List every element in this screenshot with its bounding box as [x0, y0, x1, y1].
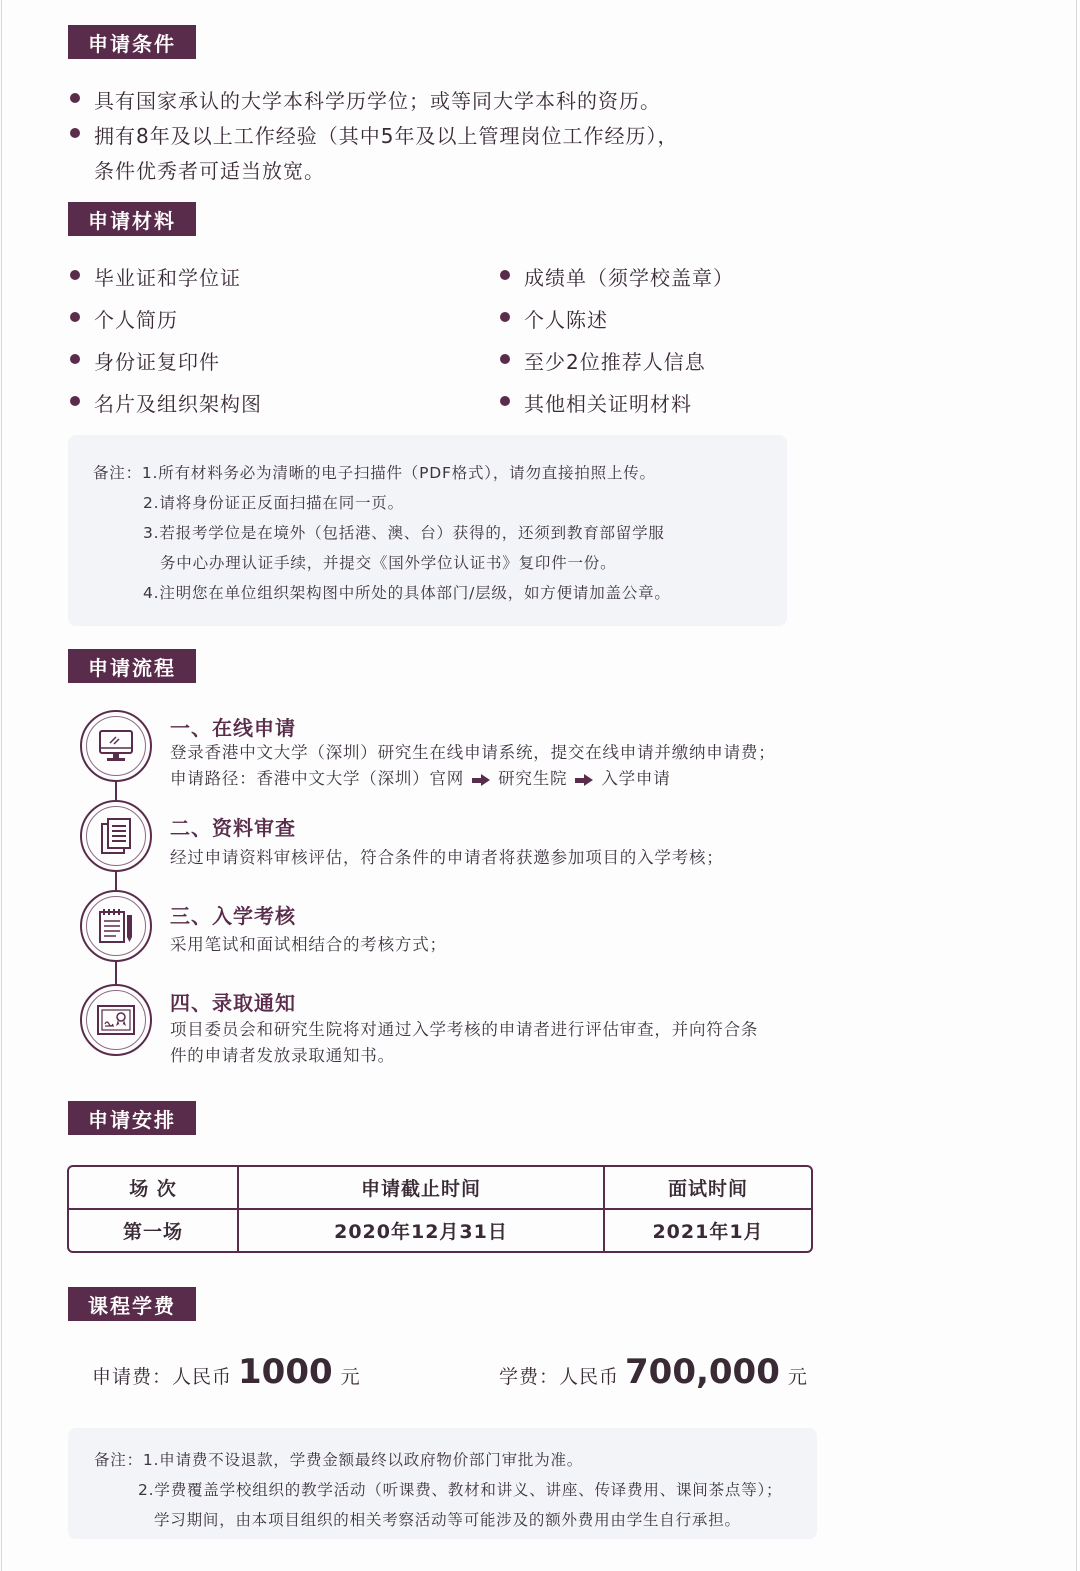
- tuition-fee: 学费：人民币 700,000 元: [499, 1352, 807, 1392]
- section-heading-process: 申请流程: [68, 649, 196, 683]
- section-heading-materials: 申请材料: [68, 202, 196, 236]
- certificate-icon: [96, 1004, 136, 1036]
- table-header-cell: 申请截止时间: [237, 1167, 603, 1210]
- material-item: 毕业证和学位证: [94, 262, 241, 291]
- step-1-path: 申请路径：香港中文大学（深圳）官网 研究生院 入学申请: [170, 769, 671, 788]
- materials-note-line: 4.注明您在单位组织架构图中所处的具体部门/层级，如方便请加盖公章。: [143, 584, 671, 602]
- fees-note-line: 2.学费覆盖学校组织的教学活动（听课费、教材和讲义、讲座、传译费用、课间茶点等）；: [138, 1481, 783, 1499]
- condition-item-1: 具有国家承认的大学本科学历学位；或等同大学本科的资历。: [94, 85, 661, 114]
- bullet-icon: [500, 354, 510, 364]
- bullet-icon: [500, 312, 510, 322]
- bullet-icon: [70, 128, 80, 138]
- material-item: 个人陈述: [524, 304, 608, 333]
- bullet-icon: [70, 354, 80, 364]
- materials-note-line: 务中心办理认证手续，并提交《国外学位认证书》复印件一份。: [160, 554, 617, 572]
- step-4-text-cont: 件的申请者发放录取通知书。: [170, 1046, 395, 1065]
- step-3-text: 采用笔试和面试相结合的考核方式；: [170, 935, 447, 954]
- table-header-cell: 场 次: [69, 1167, 237, 1210]
- step-3-icon-circle: [80, 890, 152, 962]
- bullet-icon: [70, 270, 80, 280]
- condition-item-2: 拥有8年及以上工作经验（其中5年及以上管理岗位工作经历），: [94, 120, 678, 149]
- bullet-icon: [70, 93, 80, 103]
- step-4-title: 四、录取通知: [170, 991, 296, 1015]
- material-item: 个人简历: [94, 304, 178, 333]
- material-item: 身份证复印件: [94, 346, 220, 375]
- notepad-pen-icon: [97, 907, 135, 945]
- materials-note-line: 备注：1.所有材料务必为清晰的电子扫描件（PDF格式），请勿直接拍照上传。: [93, 464, 656, 482]
- step-4-text: 项目委员会和研究生院将对通过入学考核的申请者进行评估审查，并向符合条: [170, 1020, 759, 1039]
- step-4-icon-circle: [80, 984, 152, 1056]
- materials-note-line: 2.请将身份证正反面扫描在同一页。: [143, 494, 404, 512]
- schedule-table: [67, 1165, 813, 1253]
- bullet-icon: [70, 312, 80, 322]
- fees-note-line: 学习期间，由本项目组织的相关考察活动等可能涉及的额外费用由学生自行承担。: [154, 1511, 741, 1529]
- fees-note-box: [68, 1428, 817, 1539]
- materials-note-box: [68, 435, 787, 626]
- fees-note-line: 备注：1.申请费不设退款，学费金额最终以政府物价部门审批为准。: [94, 1451, 584, 1469]
- table-cell: 2020年12月31日: [237, 1210, 603, 1251]
- material-item: 名片及组织架构图: [94, 388, 262, 417]
- application-fee: 申请费：人民币 1000 元: [92, 1352, 360, 1392]
- section-heading-conditions: 申请条件: [68, 25, 196, 59]
- step-1-icon-circle: [80, 710, 152, 782]
- material-item: 其他相关证明材料: [524, 388, 692, 417]
- arrow-right-icon: [472, 775, 490, 785]
- bullet-icon: [70, 396, 80, 406]
- bullet-icon: [500, 396, 510, 406]
- table-cell: 2021年1月: [603, 1210, 811, 1251]
- documents-icon: [100, 817, 132, 855]
- material-item: 成绩单（须学校盖章）: [524, 262, 734, 291]
- table-header-cell: 面试时间: [603, 1167, 811, 1210]
- step-2-icon-circle: [80, 800, 152, 872]
- materials-note-line: 3.若报考学位是在境外（包括港、澳、台）获得的，还须到教育部留学服: [143, 524, 665, 542]
- table-row: [69, 1210, 811, 1251]
- table-cell: 第一场: [122, 1221, 183, 1243]
- condition-item-2-cont: 条件优秀者可适当放宽。: [94, 159, 325, 183]
- step-1-text: 登录香港中文大学（深圳）研究生在线申请系统，提交在线申请并缴纳申请费；: [170, 743, 776, 762]
- arrow-right-icon: [575, 775, 593, 785]
- section-heading-fees: 课程学费: [68, 1287, 196, 1321]
- step-3-title: 三、入学考核: [170, 904, 296, 928]
- step-1-title: 一、在线申请: [170, 716, 296, 740]
- step-2-title: 二、资料审查: [170, 816, 296, 840]
- step-connector: [115, 870, 117, 892]
- bullet-icon: [500, 270, 510, 280]
- step-2-text: 经过申请资料审核评估，符合条件的申请者将获邀参加项目的入学考核；: [170, 848, 724, 867]
- page: [1, 0, 1077, 1571]
- table-header-row: [69, 1167, 811, 1210]
- material-item: 至少2位推荐人信息: [524, 346, 706, 375]
- computer-icon: [98, 729, 134, 763]
- section-heading-schedule: 申请安排: [68, 1101, 196, 1135]
